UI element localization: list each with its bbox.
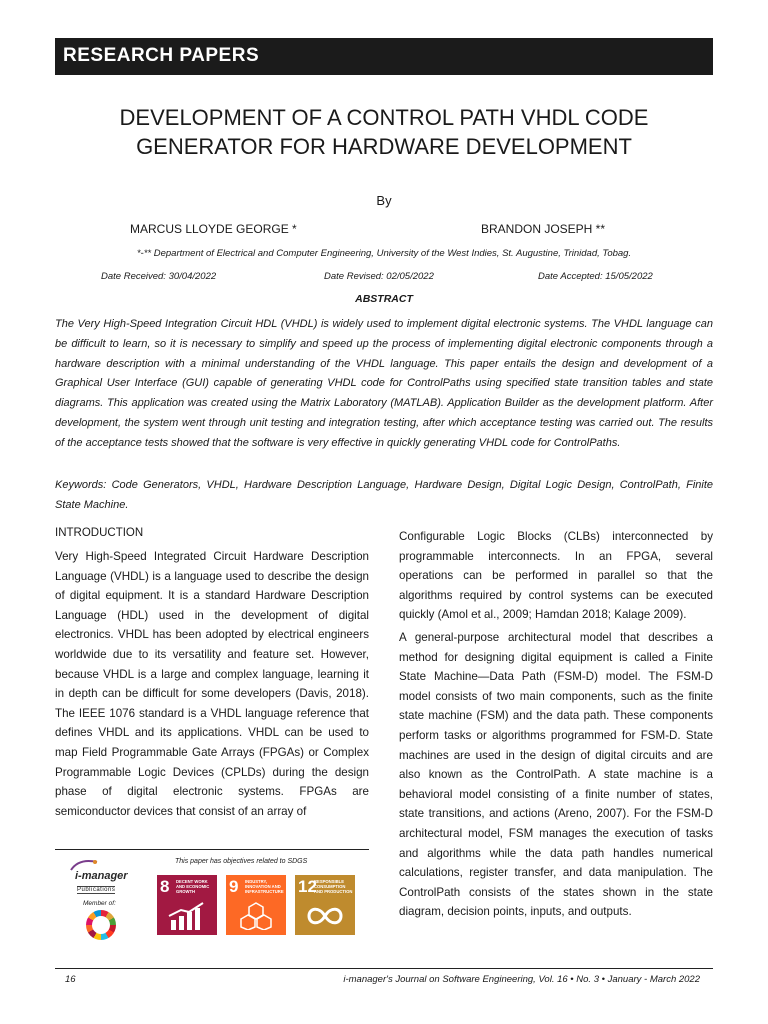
section-label: RESEARCH PAPERS bbox=[63, 45, 260, 66]
right-column bbox=[399, 527, 713, 922]
sdg-goal-12 bbox=[295, 875, 355, 935]
author-1: MARCUS LLOYDE GEORGE * bbox=[130, 222, 297, 236]
sdg-goal-number: 8 bbox=[160, 877, 170, 896]
section-banner bbox=[55, 38, 713, 75]
page-number: 16 bbox=[65, 974, 76, 985]
sdg-goal-label: DECENT WORK AND ECONOMIC GROWTH bbox=[176, 879, 210, 894]
date-received: Date Received: 30/04/2022 bbox=[101, 271, 217, 282]
title-line-2: GENERATOR FOR HARDWARE DEVELOPMENT bbox=[136, 134, 632, 159]
publisher-name: i-manager bbox=[75, 870, 128, 882]
sdg-goal-number: 9 bbox=[229, 877, 239, 896]
publisher-subtitle: Publications bbox=[77, 887, 116, 893]
sdg-wheel-icon bbox=[86, 910, 116, 940]
footer-divider bbox=[55, 968, 713, 969]
left-column bbox=[55, 527, 369, 821]
sdg-box bbox=[55, 849, 369, 942]
infinity-icon bbox=[305, 902, 345, 930]
affiliation: *-** Department of Electrical and Computer Engineering, University of the West Indies, St. Augustine, Trinidad, Tobag. bbox=[136, 248, 632, 259]
sdg-goal-label: RESPONSIBLE CONSUMPTION AND PRODUCTION bbox=[314, 879, 353, 894]
intro-paragraph-1: Very High-Speed Integrated Circuit Hardware Description Language (VHDL) is a language used to describe the design of digital equipment. It is a standard Hardware Description Language (HDL) used in the development of digital electronics. VHDL has been adopted by electrical engineers worldwide due to its versatility and feature set. However, because VHDL is a large and complex language, learning it in depth can be difficult for some developers (Davis, 2018). The IEEE 1076 standard is a VHDL language reference that defines VHDL and its applications. VHDL can be used to map Field Programmable Gate Arrays (FPGAs) or Complex Programmable Logic Devices (CPLDs) during the design phase of digital electronic systems. FPGAs are semiconductor devices that consist of an array of bbox=[55, 550, 369, 818]
journal-citation: i-manager's Journal on Software Engineering, Vol. 16 • No. 3 • January - March 2022 bbox=[343, 974, 700, 985]
date-revised: Date Revised: 02/05/2022 bbox=[324, 271, 434, 282]
by-label: By bbox=[376, 193, 392, 208]
right-paragraph-2: A general-purpose architectural model that describes a method for designing digital equipment is called a Finite State Machine—Data Path (FSM-D) model. The FSM-D model consists of two main components, such as the finite state machine (FSM) and the data path. These components perform tasks or algorithms programmed for FSM-D. State machines are used in the design of digital circuits and are also known as the ControlPath. A state machine is a behavioral model consisting of a finite number of states, state transitions, and actions (Areno, 2007). For the FSM-D architectural model, FSM manages the execution of tasks and algorithms while the data path handles numerical calculations, register transfer, and data manipulation. The ControlPath consists of the states shown in the state diagram, decision points, inputs, and outputs. bbox=[399, 630, 713, 919]
cubes-icon bbox=[236, 902, 276, 930]
keywords: Keywords: Code Generators, VHDL, Hardware Description Language, Hardware Design, Digital Logic Design, ControlPath, Finite State Machine. bbox=[55, 479, 713, 511]
right-paragraph-1: Configurable Logic Blocks (CLBs) interconnected by programmable interconnects. In an FPGA, several operations can be performed in parallel so that the algorithms required by control systems can be executed quickly (Amol et al., 2009; Hamdan 2018; Kalage 2009). bbox=[399, 530, 713, 622]
introduction-heading: INTRODUCTION bbox=[55, 527, 144, 539]
growth-chart-icon bbox=[167, 902, 207, 930]
sdg-goal-label: INDUSTRY, INNOVATION AND INFRASTRUCTURE bbox=[245, 879, 284, 894]
author-2: BRANDON JOSEPH ** bbox=[481, 222, 606, 236]
publisher-logo bbox=[69, 858, 131, 940]
abstract-heading: ABSTRACT bbox=[355, 293, 413, 305]
sdg-goal-8 bbox=[157, 875, 217, 935]
abstract-text: The Very High-Speed Integration Circuit HDL (VHDL) is widely used to implement digital electronic systems. The VHDL language can be difficult to learn, so it is necessary to simplify and speed up the process of implementing digital electronic components through a hardware description with a minimal understanding of the VHDL language. This paper entails the design and development of a Graphical User Interface (GUI) capable of generating VHDL code for ControlPaths using specified state transition tables and state diagrams. This application was created using the Matrix Laboratory (MATLAB). Application Builder as the development platform. After development, the system went through unit testing and integration testing, after which acceptance testing was carried out. The results of the acceptance tests showed that the software is very effective in quickly generating VHDL code for ControlPaths. bbox=[55, 318, 713, 449]
sdg-goal-number: 12 bbox=[298, 877, 317, 896]
sdg-caption: This paper has objectives related to SDGS bbox=[175, 858, 308, 865]
date-accepted: Date Accepted: 15/05/2022 bbox=[538, 271, 653, 282]
sdg-goal-9 bbox=[226, 875, 286, 935]
member-of-label: Member of: bbox=[83, 900, 116, 907]
paper-title bbox=[55, 103, 713, 161]
title-line-1: DEVELOPMENT OF A CONTROL PATH VHDL CODE bbox=[119, 105, 649, 130]
